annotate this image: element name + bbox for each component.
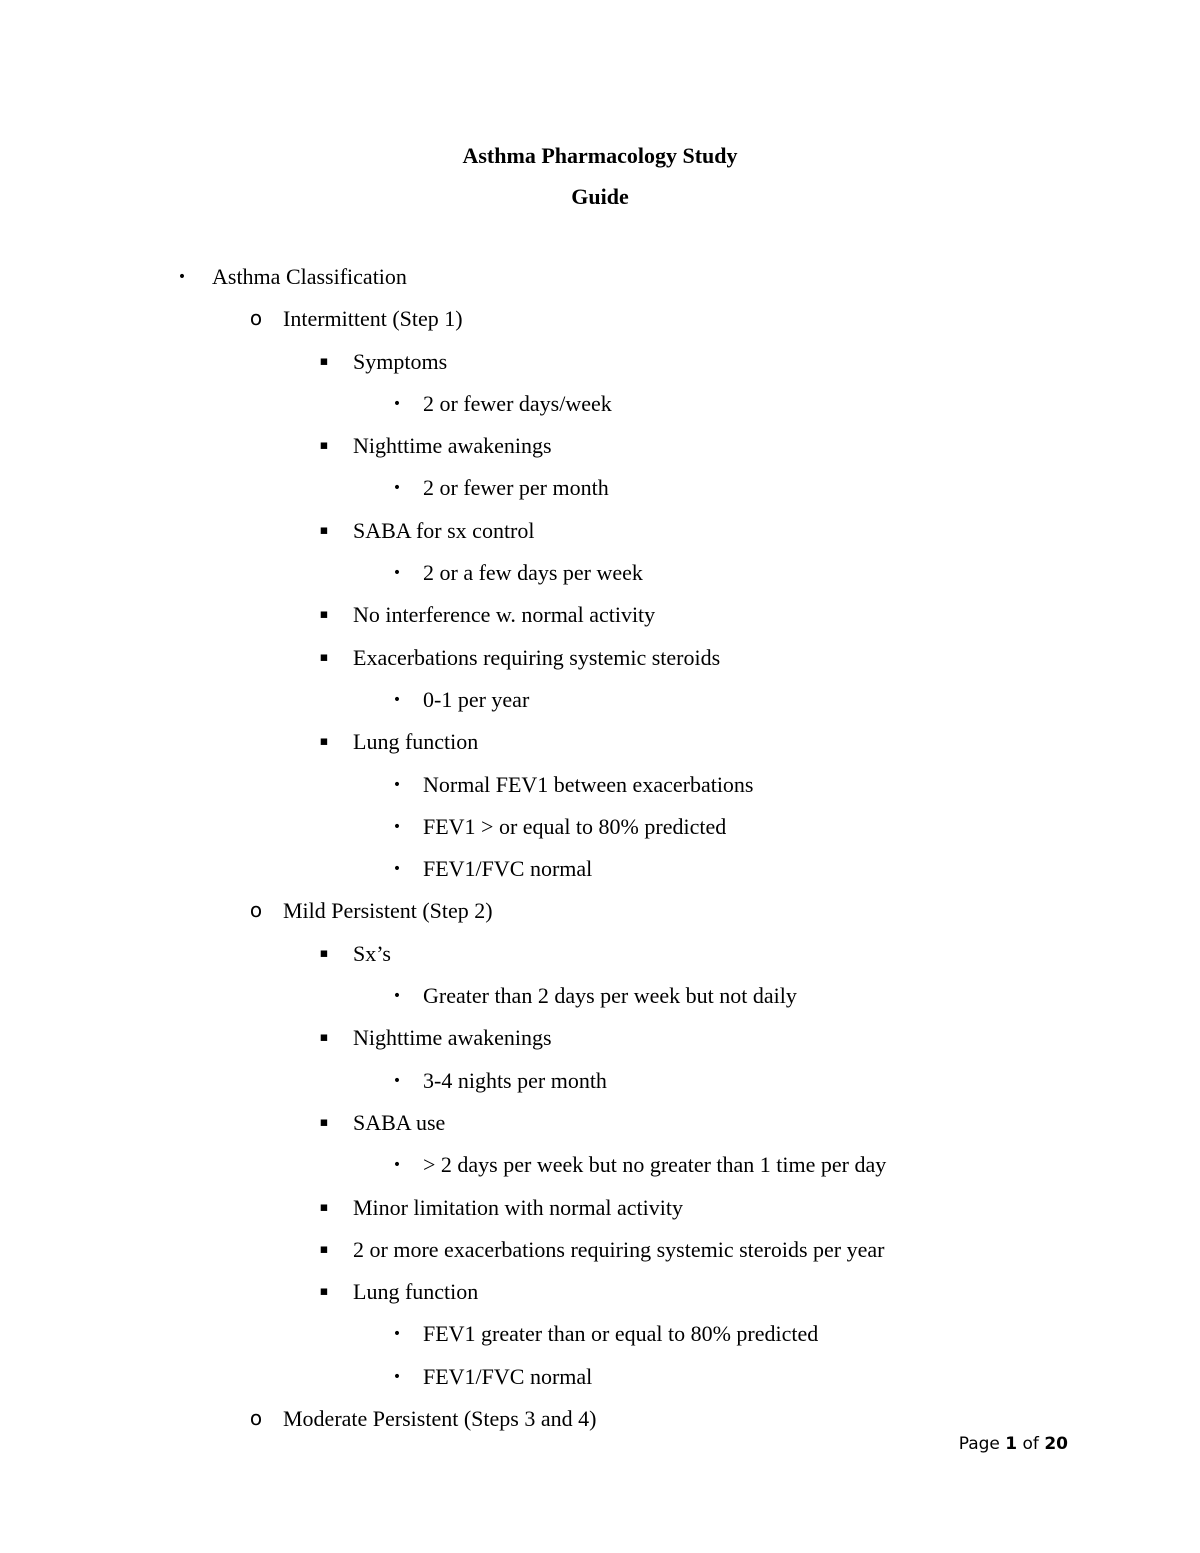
list-item-level-4 bbox=[0, 1362, 1200, 1404]
list-item-level-4 bbox=[0, 812, 1200, 854]
bullet-marker: • bbox=[392, 861, 402, 878]
list-item-level-4 bbox=[0, 770, 1200, 812]
list-item-text: Mild Persistent (Step 2) bbox=[283, 898, 493, 924]
list-item-level-2 bbox=[0, 896, 1200, 938]
list-item-text: Exacerbations requiring systemic steroids bbox=[353, 644, 721, 670]
list-item-text: Lung function bbox=[353, 729, 479, 755]
bullet-marker: • bbox=[392, 1072, 402, 1089]
list-item-level-2 bbox=[0, 304, 1200, 346]
list-item-text: SABA use bbox=[353, 1109, 446, 1135]
list-item-text: 2 or fewer per month bbox=[423, 475, 609, 501]
list-item-level-3 bbox=[0, 1277, 1200, 1319]
bullet-marker: o bbox=[249, 1406, 263, 1431]
bullet-marker: ▪ bbox=[319, 607, 329, 623]
page-footer bbox=[959, 1432, 1068, 1456]
list-item-text: Nighttime awakenings bbox=[353, 433, 552, 459]
bullet-marker: ▪ bbox=[319, 1284, 329, 1300]
bullet-marker: • bbox=[392, 1368, 402, 1385]
list-item-text: No interference w. normal activity bbox=[353, 602, 656, 628]
list-item-text: > 2 days per week but no greater than 1 time per day bbox=[423, 1152, 887, 1178]
list-item-level-3 bbox=[0, 347, 1200, 389]
list-item-level-4 bbox=[0, 389, 1200, 431]
list-item-text: 2 or fewer days/week bbox=[423, 390, 612, 416]
list-item-level-4 bbox=[0, 1150, 1200, 1192]
list-item-text: Sx’s bbox=[353, 940, 391, 966]
bullet-marker: • bbox=[392, 480, 402, 497]
list-item-text: FEV1/FVC normal bbox=[423, 856, 593, 882]
list-item-level-1 bbox=[0, 262, 1200, 304]
list-item-text: Intermittent (Step 1) bbox=[283, 306, 463, 332]
bullet-marker: • bbox=[392, 691, 402, 708]
list-item-level-3 bbox=[0, 1023, 1200, 1065]
bullet-marker: • bbox=[392, 818, 402, 835]
list-item-text: FEV1 greater than or equal to 80% predicted bbox=[423, 1321, 819, 1347]
list-item-text: SABA for sx control bbox=[353, 517, 535, 543]
bullet-marker: o bbox=[249, 898, 263, 923]
bullet-marker: • bbox=[392, 988, 402, 1005]
bullet-marker: ▪ bbox=[319, 522, 329, 538]
bullet-marker: • bbox=[392, 565, 402, 582]
list-item-text: 0-1 per year bbox=[423, 686, 530, 712]
bullet-marker: • bbox=[392, 776, 402, 793]
list-item-text: Symptoms bbox=[353, 348, 448, 374]
of-word: of bbox=[1022, 1434, 1039, 1454]
document-title: Asthma Pharmacology Study bbox=[462, 143, 738, 168]
document-title-continued: Guide bbox=[571, 184, 629, 209]
list-item-level-3 bbox=[0, 727, 1200, 769]
list-item-level-4 bbox=[0, 981, 1200, 1023]
bullet-marker: ▪ bbox=[319, 945, 329, 961]
list-item-text: 2 or a few days per week bbox=[423, 560, 643, 586]
bullet-marker: ▪ bbox=[319, 1241, 329, 1257]
page-word: Page bbox=[958, 1434, 1000, 1454]
list-item-text: 3-4 nights per month bbox=[423, 1067, 607, 1093]
list-item-text: FEV1/FVC normal bbox=[423, 1363, 593, 1389]
bullet-marker: ▪ bbox=[319, 1030, 329, 1046]
list-item-level-4 bbox=[0, 473, 1200, 515]
bullet-marker: ▪ bbox=[319, 353, 329, 369]
bullet-marker: o bbox=[249, 306, 263, 331]
page-number: 1 bbox=[1005, 1434, 1018, 1454]
list-item-text: Lung function bbox=[353, 1279, 479, 1305]
list-item-level-4 bbox=[0, 558, 1200, 600]
list-item-level-3 bbox=[0, 643, 1200, 685]
list-item-level-4 bbox=[0, 854, 1200, 896]
page-total: 20 bbox=[1044, 1434, 1068, 1454]
list-item-level-3 bbox=[0, 600, 1200, 642]
list-item-level-3 bbox=[0, 939, 1200, 981]
bullet-marker: • bbox=[392, 395, 402, 412]
bullet-marker: • bbox=[177, 269, 187, 285]
list-item-level-3 bbox=[0, 431, 1200, 473]
list-item-text: Minor limitation with normal activity bbox=[353, 1194, 683, 1220]
list-item-text: FEV1 > or equal to 80% predicted bbox=[423, 813, 727, 839]
outline-list bbox=[0, 262, 1200, 1446]
bullet-marker: ▪ bbox=[319, 734, 329, 750]
list-item-level-4 bbox=[0, 685, 1200, 727]
list-item-level-4 bbox=[0, 1066, 1200, 1108]
list-item-level-3 bbox=[0, 1108, 1200, 1150]
list-item-text: 2 or more exacerbations requiring systemic steroids per year bbox=[353, 1236, 885, 1262]
list-item-level-3 bbox=[0, 1193, 1200, 1235]
list-item-level-4 bbox=[0, 1319, 1200, 1361]
list-item-text: Greater than 2 days per week but not daily bbox=[423, 983, 797, 1009]
bullet-marker: ▪ bbox=[319, 649, 329, 665]
list-item-text: Asthma Classification bbox=[212, 264, 407, 289]
list-item-text: Normal FEV1 between exacerbations bbox=[423, 771, 754, 797]
bullet-marker: • bbox=[392, 1157, 402, 1174]
bullet-marker: ▪ bbox=[319, 1114, 329, 1130]
list-item-level-3 bbox=[0, 516, 1200, 558]
list-item-level-3 bbox=[0, 1235, 1200, 1277]
list-item-text: Moderate Persistent (Steps 3 and 4) bbox=[283, 1406, 597, 1432]
bullet-marker: • bbox=[392, 1326, 402, 1343]
bullet-marker: ▪ bbox=[319, 1199, 329, 1215]
list-item-text: Nighttime awakenings bbox=[353, 1025, 552, 1051]
bullet-marker: ▪ bbox=[319, 438, 329, 454]
